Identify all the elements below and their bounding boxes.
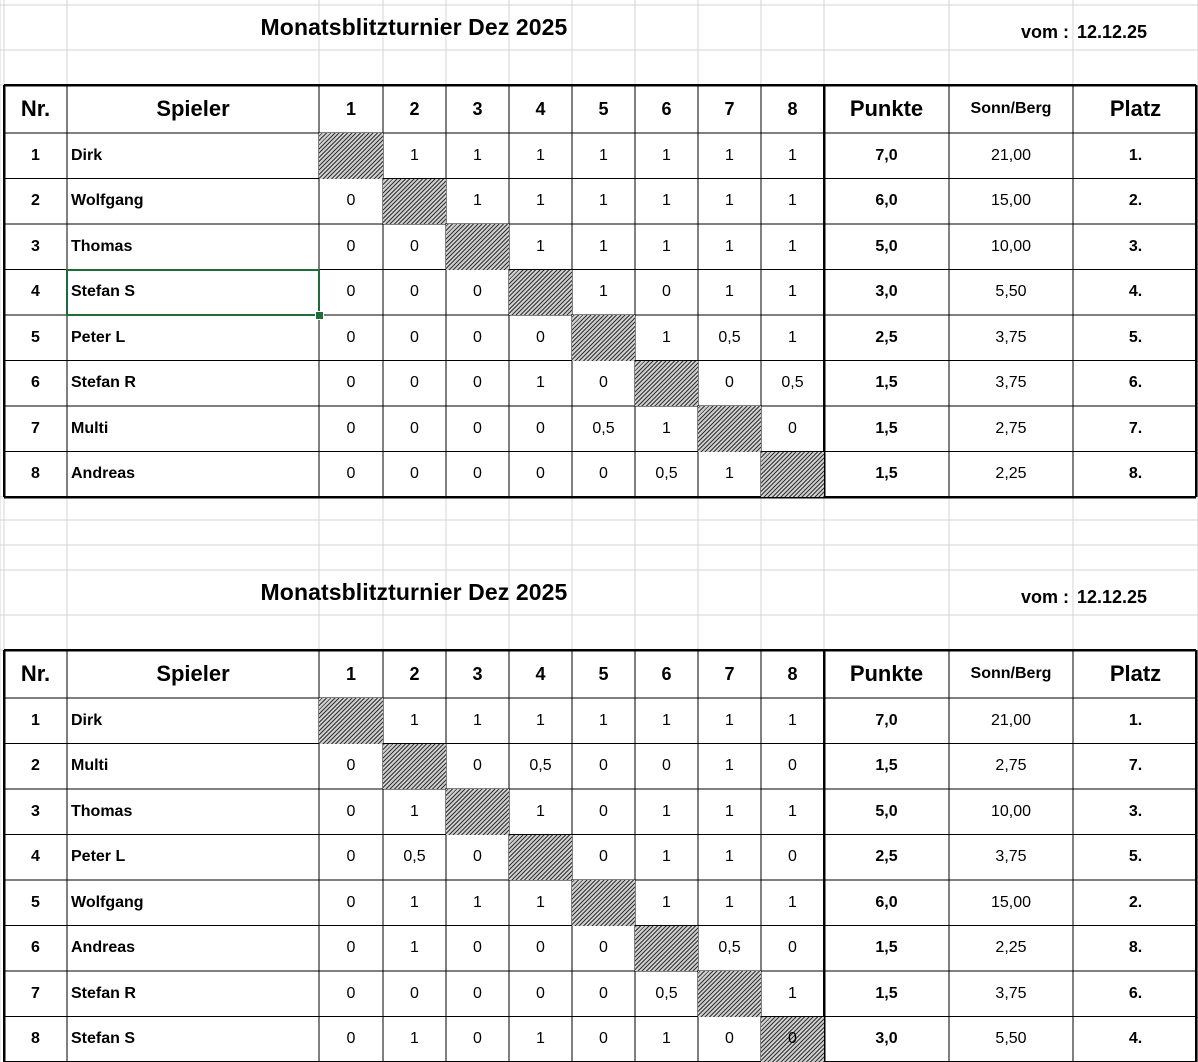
cell-punkte[interactable]: 6,0 bbox=[875, 893, 898, 911]
cell-nr[interactable]: 7 bbox=[31, 984, 40, 1002]
cell-result[interactable]: 1 bbox=[662, 848, 671, 866]
cell-result[interactable]: 0 bbox=[346, 374, 356, 392]
cell-diagonal-blocked[interactable] bbox=[635, 361, 698, 407]
cell-result[interactable]: 0 bbox=[410, 419, 419, 437]
cell-result[interactable]: 1 bbox=[788, 283, 797, 301]
cell-player-name[interactable]: Multi bbox=[71, 419, 109, 437]
cell-platz[interactable]: 5. bbox=[1128, 848, 1143, 866]
cell-nr[interactable]: 1 bbox=[31, 711, 40, 729]
cell-nr[interactable]: 2 bbox=[31, 192, 40, 210]
cell-diagonal-blocked[interactable]: 0 bbox=[761, 1017, 824, 1062]
cell-result[interactable]: 0 bbox=[725, 1030, 734, 1048]
cell-result[interactable]: 0 bbox=[346, 757, 356, 775]
tournament-title[interactable]: Monatsblitzturnier Dez 2025 bbox=[260, 14, 568, 40]
cell-result[interactable]: 1 bbox=[599, 146, 608, 164]
cell-result[interactable]: 0 bbox=[346, 283, 356, 301]
date-label[interactable]: vom : bbox=[1020, 22, 1069, 42]
header-spieler[interactable]: Spieler bbox=[156, 661, 230, 686]
cell-result[interactable]: 0 bbox=[536, 328, 545, 346]
cell-result[interactable]: 1 bbox=[662, 1030, 671, 1048]
cell-punkte[interactable]: 6,0 bbox=[875, 192, 898, 210]
cell-result[interactable]: 0 bbox=[346, 465, 356, 483]
cell-player-name[interactable]: Stefan S bbox=[71, 283, 136, 301]
cell-result[interactable]: 1 bbox=[536, 192, 545, 210]
header-round-2[interactable]: 2 bbox=[409, 663, 420, 684]
cell-sonnberg[interactable]: 2,75 bbox=[995, 757, 1027, 775]
header-round-1[interactable]: 1 bbox=[345, 98, 356, 119]
cell-result[interactable]: 1 bbox=[788, 192, 797, 210]
cell-result[interactable]: 0 bbox=[473, 1030, 482, 1048]
cell-punkte[interactable]: 3,0 bbox=[875, 1030, 898, 1048]
cell-platz[interactable]: 2. bbox=[1128, 192, 1143, 210]
cell-result[interactable]: 1 bbox=[725, 893, 734, 911]
header-round-4[interactable]: 4 bbox=[535, 663, 546, 684]
cell-platz[interactable]: 3. bbox=[1128, 237, 1143, 255]
cell-diagonal-blocked[interactable] bbox=[319, 698, 383, 744]
cell-result[interactable]: 1 bbox=[536, 146, 545, 164]
cell-nr[interactable]: 1 bbox=[31, 146, 40, 164]
header-sonnberg[interactable]: Sonn/Berg bbox=[970, 665, 1052, 682]
cell-punkte[interactable]: 5,0 bbox=[875, 802, 898, 820]
cell-platz[interactable]: 8. bbox=[1128, 939, 1143, 957]
cell-platz[interactable]: 7. bbox=[1128, 419, 1143, 437]
cell-player-name[interactable]: Peter L bbox=[71, 328, 126, 346]
cell-result[interactable]: 1 bbox=[725, 283, 734, 301]
cell-platz[interactable]: 6. bbox=[1128, 374, 1143, 392]
cell-diagonal-blocked[interactable] bbox=[383, 744, 446, 790]
header-round-2[interactable]: 2 bbox=[409, 98, 420, 119]
cell-sonnberg[interactable]: 5,50 bbox=[995, 1030, 1027, 1048]
cell-result[interactable]: 0 bbox=[536, 939, 545, 957]
cell-result[interactable]: 0 bbox=[788, 848, 797, 866]
cell-result[interactable]: 0 bbox=[346, 984, 356, 1002]
cell-diagonal-blocked[interactable] bbox=[319, 133, 383, 179]
cell-result[interactable]: 1 bbox=[599, 711, 608, 729]
cell-platz[interactable]: 8. bbox=[1128, 465, 1143, 483]
cell-diagonal-blocked[interactable] bbox=[446, 789, 509, 835]
header-round-6[interactable]: 6 bbox=[661, 98, 672, 119]
cell-diagonal-blocked[interactable] bbox=[761, 452, 824, 498]
cell-result[interactable]: 0 bbox=[473, 328, 482, 346]
cell-result[interactable]: 1 bbox=[536, 893, 545, 911]
cell-result[interactable]: 0 bbox=[599, 374, 608, 392]
cell-result[interactable]: 1 bbox=[662, 893, 671, 911]
header-nr[interactable]: Nr. bbox=[20, 96, 51, 121]
cell-platz[interactable]: 6. bbox=[1128, 984, 1143, 1002]
cell-result[interactable]: 1 bbox=[788, 802, 797, 820]
cell-player-name[interactable]: Thomas bbox=[71, 237, 133, 255]
date-value[interactable]: 12.12.25 bbox=[1077, 587, 1148, 607]
cell-result[interactable]: 1 bbox=[536, 711, 545, 729]
cell-result[interactable]: 0 bbox=[473, 283, 482, 301]
cell-player-name[interactable]: Andreas bbox=[71, 465, 136, 483]
cell-result[interactable]: 1 bbox=[662, 146, 671, 164]
cell-sonnberg[interactable]: 2,75 bbox=[995, 419, 1027, 437]
cell-sonnberg[interactable]: 15,00 bbox=[990, 893, 1032, 911]
cell-result[interactable]: 0 bbox=[473, 939, 482, 957]
cell-punkte[interactable]: 7,0 bbox=[875, 711, 898, 729]
cell-punkte[interactable]: 1,5 bbox=[875, 465, 898, 483]
cell-player-name[interactable]: Wolfgang bbox=[71, 893, 144, 911]
cell-nr[interactable]: 2 bbox=[31, 757, 40, 775]
cell-punkte[interactable]: 2,5 bbox=[875, 328, 898, 346]
cell-result[interactable]: 0 bbox=[473, 984, 482, 1002]
cell-result[interactable]: 1 bbox=[536, 1030, 545, 1048]
cell-result[interactable]: 0 bbox=[662, 757, 671, 775]
cell-nr[interactable]: 5 bbox=[31, 328, 40, 346]
cell-player-name[interactable]: Multi bbox=[71, 757, 109, 775]
cell-punkte[interactable]: 1,5 bbox=[875, 374, 898, 392]
cell-player-name[interactable]: Peter L bbox=[71, 848, 126, 866]
cell-result[interactable]: 1 bbox=[599, 192, 608, 210]
cell-result[interactable]: 0 bbox=[410, 237, 419, 255]
cell-result[interactable]: 1 bbox=[536, 374, 545, 392]
cell-result[interactable]: 0,5 bbox=[655, 465, 678, 483]
fill-handle[interactable] bbox=[315, 311, 324, 320]
cell-result[interactable]: 1 bbox=[536, 237, 545, 255]
cell-result[interactable]: 0,5 bbox=[781, 374, 804, 392]
cell-result[interactable]: 0 bbox=[410, 984, 419, 1002]
cell-result[interactable]: 0,5 bbox=[592, 419, 615, 437]
cell-diagonal-blocked[interactable] bbox=[635, 926, 698, 972]
cell-result[interactable]: 0 bbox=[346, 328, 356, 346]
cell-result[interactable]: 0,5 bbox=[655, 984, 678, 1002]
cell-result[interactable]: 0 bbox=[599, 757, 608, 775]
cell-punkte[interactable]: 1,5 bbox=[875, 939, 898, 957]
cell-result[interactable]: 0 bbox=[473, 419, 482, 437]
cell-result[interactable]: 1 bbox=[788, 711, 797, 729]
header-spieler[interactable]: Spieler bbox=[156, 96, 230, 121]
cell-sonnberg[interactable]: 2,25 bbox=[995, 939, 1027, 957]
cell-diagonal-blocked[interactable] bbox=[509, 835, 572, 881]
cell-sonnberg[interactable]: 3,75 bbox=[995, 374, 1027, 392]
cell-nr[interactable]: 3 bbox=[31, 237, 40, 255]
cell-punkte[interactable]: 7,0 bbox=[875, 146, 898, 164]
cell-player-name[interactable]: Dirk bbox=[71, 711, 103, 729]
cell-result[interactable]: 0 bbox=[788, 419, 797, 437]
cell-result[interactable]: 1 bbox=[410, 711, 419, 729]
cell-result[interactable]: 0 bbox=[346, 893, 356, 911]
cell-player-name[interactable]: Dirk bbox=[71, 146, 103, 164]
cell-sonnberg[interactable]: 2,25 bbox=[995, 465, 1027, 483]
header-punkte[interactable]: Punkte bbox=[849, 96, 924, 121]
cell-punkte[interactable]: 1,5 bbox=[875, 757, 898, 775]
cell-result[interactable]: 0,5 bbox=[403, 848, 426, 866]
header-round-8[interactable]: 8 bbox=[787, 98, 798, 119]
header-round-1[interactable]: 1 bbox=[345, 663, 356, 684]
cell-nr[interactable]: 5 bbox=[31, 893, 40, 911]
cell-result[interactable]: 0 bbox=[536, 419, 545, 437]
cell-result[interactable]: 0 bbox=[599, 465, 608, 483]
cell-result[interactable]: 0 bbox=[473, 465, 482, 483]
cell-result[interactable]: 1 bbox=[410, 146, 419, 164]
cell-result[interactable]: 0 bbox=[536, 984, 545, 1002]
cell-sonnberg[interactable]: 21,00 bbox=[990, 146, 1032, 164]
cell-nr[interactable]: 8 bbox=[31, 465, 40, 483]
cell-result[interactable]: 0 bbox=[410, 283, 419, 301]
cell-result[interactable]: 1 bbox=[662, 192, 671, 210]
header-round-5[interactable]: 5 bbox=[598, 98, 609, 119]
cell-sonnberg[interactable]: 21,00 bbox=[990, 711, 1032, 729]
cell-result[interactable]: 0 bbox=[346, 939, 356, 957]
cell-punkte[interactable]: 5,0 bbox=[875, 237, 898, 255]
cell-player-name[interactable]: Stefan S bbox=[71, 1030, 136, 1048]
cell-result[interactable]: 1 bbox=[725, 146, 734, 164]
cell-result[interactable]: 0 bbox=[346, 419, 356, 437]
cell-player-name[interactable]: Stefan R bbox=[71, 374, 136, 392]
cell-result[interactable]: 0 bbox=[788, 939, 797, 957]
cell-nr[interactable]: 4 bbox=[31, 283, 40, 301]
cell-sonnberg[interactable]: 3,75 bbox=[995, 848, 1027, 866]
cell-platz[interactable]: 1. bbox=[1128, 711, 1143, 729]
cell-result[interactable]: 0 bbox=[346, 848, 356, 866]
header-round-8[interactable]: 8 bbox=[787, 663, 798, 684]
cell-result[interactable]: 0 bbox=[346, 1030, 356, 1048]
cell-result[interactable]: 1 bbox=[725, 465, 734, 483]
cell-result[interactable]: 0 bbox=[473, 757, 482, 775]
cell-result[interactable]: 1 bbox=[473, 146, 482, 164]
cell-diagonal-blocked[interactable] bbox=[698, 406, 761, 452]
cell-result[interactable]: 1 bbox=[410, 802, 419, 820]
cell-sonnberg[interactable]: 15,00 bbox=[990, 192, 1032, 210]
cell-result[interactable]: 0,5 bbox=[529, 757, 552, 775]
cell-platz[interactable]: 7. bbox=[1128, 757, 1143, 775]
cell-sonnberg[interactable]: 3,75 bbox=[995, 984, 1027, 1002]
cell-result[interactable]: 0 bbox=[346, 802, 356, 820]
cell-result[interactable]: 0 bbox=[410, 374, 419, 392]
cell-result[interactable]: 1 bbox=[662, 419, 671, 437]
cell-result[interactable]: 1 bbox=[725, 711, 734, 729]
cell-nr[interactable]: 6 bbox=[31, 939, 40, 957]
cell-result[interactable]: 1 bbox=[410, 939, 419, 957]
cell-result[interactable]: 0 bbox=[599, 848, 608, 866]
cell-result[interactable]: 1 bbox=[788, 146, 797, 164]
header-punkte[interactable]: Punkte bbox=[849, 661, 924, 686]
cell-result[interactable]: 1 bbox=[473, 192, 482, 210]
header-sonnberg[interactable]: Sonn/Berg bbox=[970, 100, 1052, 117]
cell-result[interactable]: 1 bbox=[788, 984, 797, 1002]
cell-result[interactable]: 0 bbox=[725, 374, 734, 392]
cell-result[interactable]: 0,5 bbox=[718, 328, 741, 346]
cell-result[interactable]: 1 bbox=[725, 848, 734, 866]
cell-platz[interactable]: 1. bbox=[1128, 146, 1143, 164]
cell-sonnberg[interactable]: 3,75 bbox=[995, 328, 1027, 346]
cell-result[interactable]: 1 bbox=[662, 237, 671, 255]
tournament-title[interactable]: Monatsblitzturnier Dez 2025 bbox=[260, 579, 568, 605]
cell-nr[interactable]: 8 bbox=[31, 1030, 40, 1048]
cell-result[interactable]: 0 bbox=[599, 802, 608, 820]
cell-diagonal-blocked[interactable] bbox=[572, 880, 635, 926]
cell-sonnberg[interactable]: 5,50 bbox=[995, 283, 1027, 301]
cell-result[interactable]: 1 bbox=[788, 893, 797, 911]
cell-diagonal-blocked[interactable] bbox=[383, 179, 446, 225]
cell-result[interactable]: 1 bbox=[599, 283, 608, 301]
cell-result[interactable]: 1 bbox=[788, 237, 797, 255]
header-round-5[interactable]: 5 bbox=[598, 663, 609, 684]
date-label[interactable]: vom : bbox=[1020, 587, 1069, 607]
cell-result[interactable]: 0,5 bbox=[718, 939, 741, 957]
cell-result[interactable]: 0 bbox=[788, 757, 797, 775]
cell-nr[interactable]: 7 bbox=[31, 419, 40, 437]
cell-diagonal-blocked[interactable] bbox=[698, 971, 761, 1017]
cell-result[interactable]: 0 bbox=[473, 848, 482, 866]
cell-platz[interactable]: 5. bbox=[1128, 328, 1143, 346]
cell-platz[interactable]: 4. bbox=[1128, 1030, 1143, 1048]
cell-result[interactable]: 1 bbox=[788, 328, 797, 346]
cell-result[interactable]: 0 bbox=[599, 939, 608, 957]
cell-sonnberg[interactable]: 10,00 bbox=[990, 802, 1032, 820]
header-round-6[interactable]: 6 bbox=[661, 663, 672, 684]
cell-result[interactable]: 1 bbox=[662, 328, 671, 346]
cell-punkte[interactable]: 1,5 bbox=[875, 419, 898, 437]
date-value[interactable]: 12.12.25 bbox=[1077, 22, 1148, 42]
cell-result[interactable]: 1 bbox=[473, 711, 482, 729]
cell-result[interactable]: 1 bbox=[662, 802, 671, 820]
cell-punkte[interactable]: 2,5 bbox=[875, 848, 898, 866]
cell-diagonal-blocked[interactable] bbox=[446, 224, 509, 270]
header-platz[interactable]: Platz bbox=[1109, 96, 1162, 121]
cell-result[interactable]: 0 bbox=[410, 465, 419, 483]
cell-nr[interactable]: 4 bbox=[31, 848, 40, 866]
cell-nr[interactable]: 3 bbox=[31, 802, 40, 820]
cell-punkte[interactable]: 3,0 bbox=[875, 283, 898, 301]
cell-result[interactable]: 0 bbox=[346, 192, 356, 210]
cell-result[interactable]: 0 bbox=[599, 984, 608, 1002]
cell-result[interactable]: 1 bbox=[410, 1030, 419, 1048]
cell-result[interactable]: 1 bbox=[662, 711, 671, 729]
cell-platz[interactable]: 2. bbox=[1128, 893, 1143, 911]
header-nr[interactable]: Nr. bbox=[20, 661, 51, 686]
header-platz[interactable]: Platz bbox=[1109, 661, 1162, 686]
cell-result[interactable]: 1 bbox=[725, 192, 734, 210]
cell-result[interactable]: 1 bbox=[725, 757, 734, 775]
cell-platz[interactable]: 3. bbox=[1128, 802, 1143, 820]
cell-result[interactable]: 0 bbox=[536, 465, 545, 483]
cell-player-name[interactable]: Andreas bbox=[71, 939, 136, 957]
header-round-4[interactable]: 4 bbox=[535, 98, 546, 119]
header-round-3[interactable]: 3 bbox=[472, 98, 483, 119]
cell-result[interactable]: 1 bbox=[725, 802, 734, 820]
cell-result[interactable]: 0 bbox=[662, 283, 671, 301]
cell-player-name[interactable]: Thomas bbox=[71, 802, 133, 820]
cell-result[interactable]: 0 bbox=[473, 374, 482, 392]
header-round-7[interactable]: 7 bbox=[724, 663, 735, 684]
cell-player-name[interactable]: Wolfgang bbox=[71, 192, 144, 210]
cell-punkte[interactable]: 1,5 bbox=[875, 984, 898, 1002]
cell-player-name[interactable]: Stefan R bbox=[71, 984, 136, 1002]
cell-result[interactable]: 1 bbox=[536, 802, 545, 820]
cell-sonnberg[interactable]: 10,00 bbox=[990, 237, 1032, 255]
cell-diagonal-blocked[interactable] bbox=[509, 270, 572, 316]
cell-result[interactable]: 1 bbox=[599, 237, 608, 255]
cell-result[interactable]: 0 bbox=[410, 328, 419, 346]
header-round-7[interactable]: 7 bbox=[724, 98, 735, 119]
cell-result[interactable]: 0 bbox=[346, 237, 356, 255]
cell-result[interactable]: 1 bbox=[473, 893, 482, 911]
cell-diagonal-blocked[interactable] bbox=[572, 315, 635, 361]
cell-result[interactable]: 1 bbox=[725, 237, 734, 255]
cell-result[interactable]: 0 bbox=[599, 1030, 608, 1048]
cell-result[interactable]: 1 bbox=[410, 893, 419, 911]
header-round-3[interactable]: 3 bbox=[472, 663, 483, 684]
cell-platz[interactable]: 4. bbox=[1128, 283, 1143, 301]
cell-nr[interactable]: 6 bbox=[31, 374, 40, 392]
